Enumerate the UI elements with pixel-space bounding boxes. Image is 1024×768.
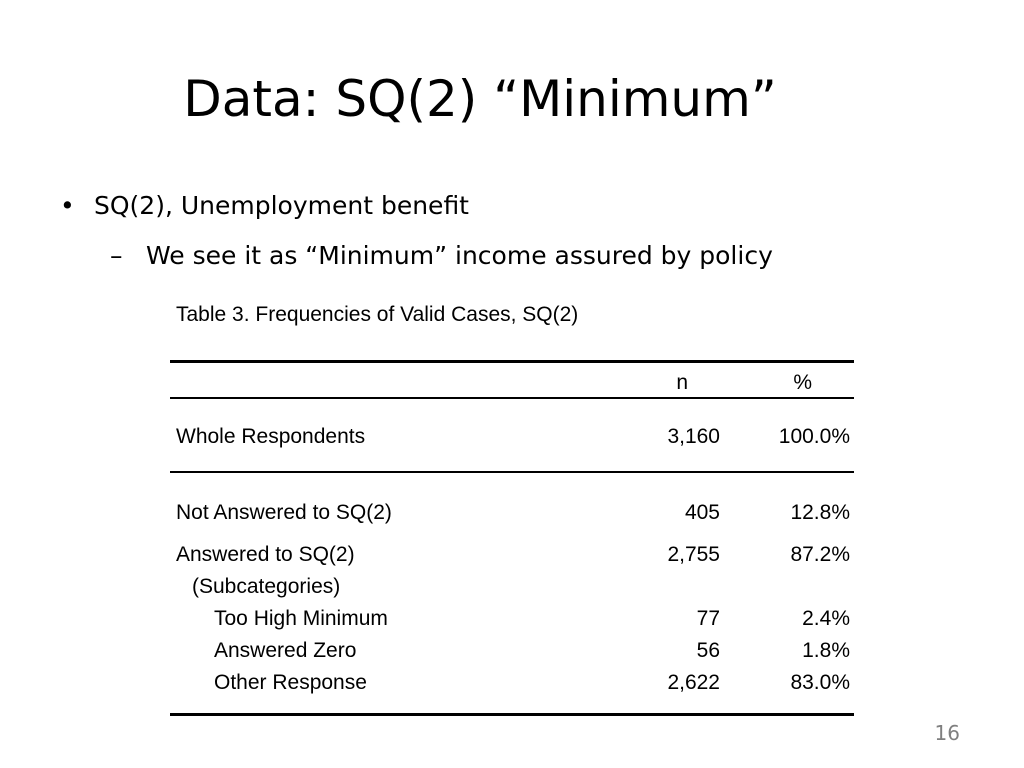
row-percent: 2.4% — [802, 607, 850, 630]
table-row — [170, 539, 854, 571]
table-caption: Table 3. Frequencies of Valid Cases, SQ(2) — [176, 303, 579, 326]
page-number: 16 — [934, 721, 960, 745]
row-n: 3,160 — [667, 425, 720, 448]
row-percent: 100.0% — [778, 425, 850, 448]
table-row — [170, 635, 854, 667]
row-percent: 87.2% — [790, 543, 850, 566]
row-n: 56 — [696, 639, 720, 662]
sub-bullet-text: We see it as “Minimum” income assured by policy — [146, 241, 773, 270]
slide-title: Data: SQ(2) “Minimum” — [183, 70, 777, 128]
row-label: Not Answered to SQ(2) — [176, 501, 392, 524]
header-n: n — [676, 371, 688, 394]
table-bottom-rule — [170, 713, 854, 716]
table-row — [170, 603, 854, 635]
row-label: Answered Zero — [214, 639, 357, 662]
row-label: Whole Respondents — [176, 425, 366, 448]
row-percent: 12.8% — [790, 501, 850, 524]
row-percent: 1.8% — [802, 639, 850, 662]
header-percent: % — [793, 371, 812, 394]
row-label: Other Response — [214, 671, 367, 694]
row-label: Answered to SQ(2) — [176, 543, 355, 566]
bullet-text: SQ(2), Unemployment benefit — [94, 191, 469, 220]
row-n: 2,755 — [667, 543, 720, 566]
row-label: Too High Minimum — [214, 607, 388, 630]
table-header-row — [170, 363, 854, 397]
table-row — [170, 667, 854, 699]
row-label: (Subcategories) — [192, 575, 341, 598]
table-row — [170, 571, 854, 603]
sub-bullet-item — [110, 238, 773, 274]
table-row — [170, 421, 854, 453]
row-n: 77 — [696, 607, 720, 630]
row-n: 2,622 — [667, 671, 720, 694]
bullet-dot-icon: • — [60, 191, 75, 220]
dash-icon: – — [110, 241, 123, 270]
row-percent: 83.0% — [790, 671, 850, 694]
row-n: 405 — [684, 501, 720, 524]
frequency-table — [170, 360, 854, 716]
table-row — [170, 497, 854, 529]
bullet-item — [60, 188, 469, 224]
